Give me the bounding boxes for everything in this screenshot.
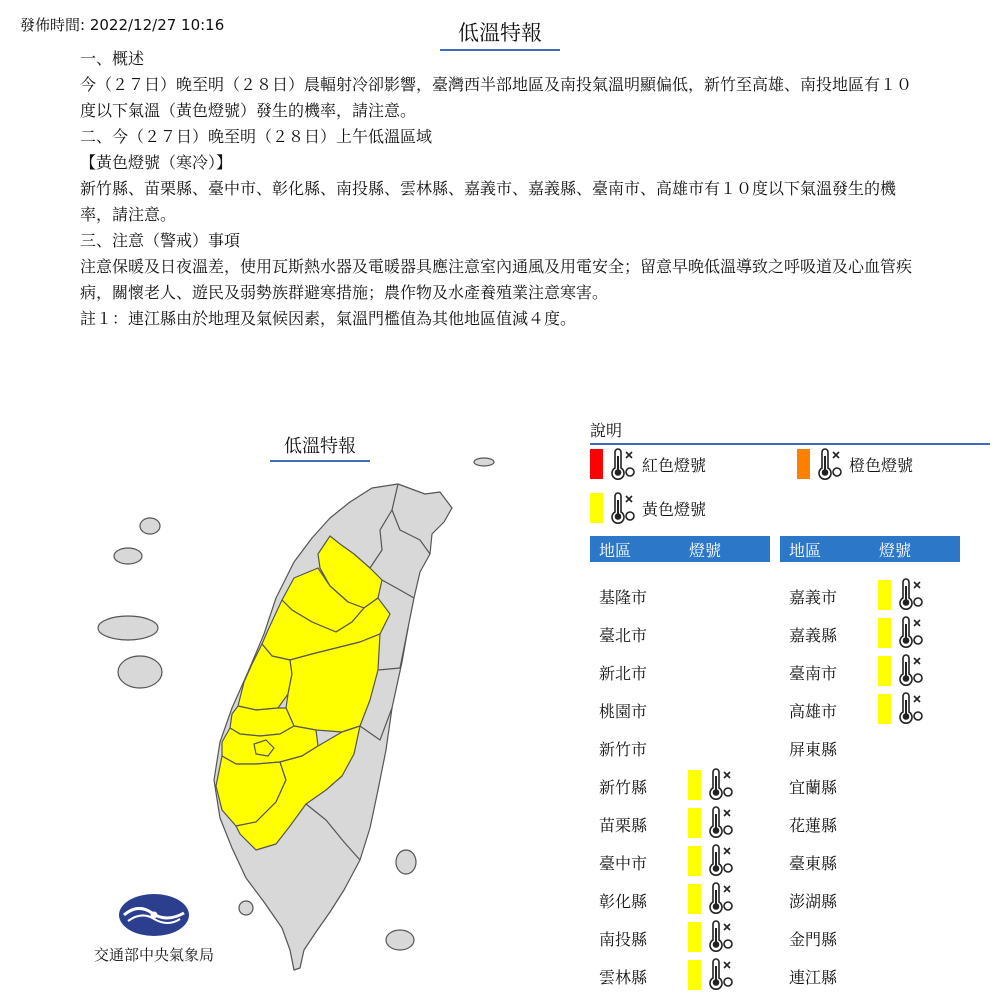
signal-yellow-bar <box>878 656 891 686</box>
thermometer-snow-icon <box>706 920 734 952</box>
thermometer-snow-icon <box>896 616 924 648</box>
legend-label-yellow: 黃色燈號 <box>642 499 707 519</box>
signal-yellow-bar <box>878 618 891 648</box>
map-title: 低溫特報 <box>270 432 370 462</box>
thermometer-snow-icon <box>815 448 843 480</box>
thermometer-snow-icon <box>896 654 924 686</box>
col-region-header: 地區 <box>789 540 822 560</box>
agency-name: 交通部中央氣象局 <box>93 946 214 964</box>
map-island-matsu <box>98 616 158 640</box>
thermometer-snow-icon <box>608 492 636 524</box>
region-name: 苗栗縣 <box>599 816 648 835</box>
col-region-header: 地區 <box>599 540 632 560</box>
signal-yellow-bar <box>878 694 891 724</box>
table-row <box>780 918 960 956</box>
table-header-right <box>780 536 960 562</box>
thermometer-snow-icon <box>706 882 734 914</box>
thermometer-snow-icon <box>896 578 924 610</box>
table-row <box>590 766 770 804</box>
affected-areas-text: 新竹縣、苗栗縣、臺中市、彰化縣、南投縣、雲林縣、嘉義市、嘉義縣、臺南市、高雄市有１０度以下氣溫發生的機率，請注意。 <box>80 179 897 224</box>
map-island-turtle <box>474 458 494 466</box>
region-list-left <box>590 576 770 994</box>
signal-yellow-bar <box>688 808 701 838</box>
region-name: 基隆市 <box>599 588 648 607</box>
region-name: 臺南市 <box>789 664 838 683</box>
notice-text: 注意保暖及日夜溫差，使用瓦斯熱水器及電暖器具應注意室內通風及用電安全；留意早晚低溫導致之呼吸道及心血管疾病，關懷老人、遊民及弱勢族群避寒措施；農作物及水產養殖業注意寒害。 <box>80 257 913 302</box>
thermometer-snow-icon <box>896 692 924 724</box>
region-name: 新竹縣 <box>599 778 648 797</box>
table-row <box>590 918 770 956</box>
table-row <box>780 690 960 728</box>
table-row <box>590 690 770 728</box>
region-name: 嘉義縣 <box>789 626 838 645</box>
legend-title: 說明 <box>590 418 990 445</box>
cwb-logo-icon <box>118 893 190 937</box>
region-name: 新北市 <box>599 664 648 683</box>
level-heading: 【黃色燈號（寒冷）】 <box>80 153 233 172</box>
region-name: 金門縣 <box>789 930 838 949</box>
region-name: 雲林縣 <box>599 968 648 987</box>
table-row <box>590 614 770 652</box>
table-row <box>590 576 770 614</box>
table-row <box>780 766 960 804</box>
signal-yellow-bar <box>688 846 701 876</box>
table-row <box>780 728 960 766</box>
region-name: 嘉義市 <box>789 588 838 607</box>
thermometer-snow-icon <box>706 844 734 876</box>
table-row <box>780 842 960 880</box>
region-name: 澎湖縣 <box>789 892 838 911</box>
map-island-kinmen-small <box>140 518 160 534</box>
region-name: 南投縣 <box>599 930 648 949</box>
col-signal-header: 燈號 <box>879 540 912 560</box>
page-title: 低溫特報 <box>440 17 560 51</box>
thermometer-snow-icon <box>706 806 734 838</box>
table-row <box>780 576 960 614</box>
legend-label-red: 紅色燈號 <box>642 455 707 475</box>
legend-item-red <box>590 448 706 480</box>
region-name: 彰化縣 <box>599 892 648 911</box>
table-row <box>590 728 770 766</box>
summary-text: 今（２７日）晚至明（２８日）晨輻射冷卻影響，臺灣西半部地區及南投氣溫明顯偏低，新竹至高雄、南投地區有１０度以下氣溫（黃色燈號）發生的機率，請注意。 <box>80 75 913 120</box>
table-row <box>780 956 960 994</box>
region-list-right <box>780 576 960 994</box>
section2-heading: 二、今（２７日）晚至明（２８日）上午低溫區域 <box>80 127 433 146</box>
region-name: 宜蘭縣 <box>789 778 838 797</box>
region-name: 臺東縣 <box>789 854 838 873</box>
map-island-orchid <box>386 930 414 950</box>
signal-yellow-bar <box>688 922 701 952</box>
legend-swatch-orange <box>797 449 810 479</box>
table-row <box>590 804 770 842</box>
publish-time: 發佈時間: 2022/12/27 10:16 <box>20 16 225 34</box>
legend-label-orange: 橙色燈號 <box>849 455 914 475</box>
region-name: 花蓮縣 <box>789 816 838 835</box>
region-name: 臺中市 <box>599 854 648 873</box>
region-name: 高雄市 <box>789 702 838 721</box>
section1-heading: 一、概述 <box>80 49 145 68</box>
map-island-penghu <box>118 656 162 688</box>
region-name: 屏東縣 <box>789 740 838 759</box>
table-row <box>590 842 770 880</box>
thermometer-snow-icon <box>706 768 734 800</box>
region-name: 桃園市 <box>599 702 648 721</box>
signal-yellow-bar <box>688 770 701 800</box>
table-row <box>780 880 960 918</box>
table-row <box>780 804 960 842</box>
region-name: 新竹市 <box>599 740 648 759</box>
table-row <box>590 880 770 918</box>
legend-swatch-red <box>590 449 603 479</box>
footnote-text: 註１：連江縣由於地理及氣候因素，氣溫門檻值為其他地區值減４度。 <box>80 309 577 328</box>
signal-yellow-bar <box>878 580 891 610</box>
region-name: 臺北市 <box>599 626 648 645</box>
map-island-green <box>396 850 416 874</box>
table-row <box>780 652 960 690</box>
thermometer-snow-icon <box>706 958 734 990</box>
table-row <box>590 956 770 994</box>
table-row <box>590 652 770 690</box>
map-island-kinmen <box>114 548 142 564</box>
legend-swatch-yellow <box>590 493 603 523</box>
col-signal-header: 燈號 <box>689 540 722 560</box>
legend-item-orange <box>797 448 913 480</box>
table-header-left <box>590 536 770 562</box>
signal-yellow-bar <box>688 884 701 914</box>
legend-item-yellow <box>590 492 706 524</box>
thermometer-snow-icon <box>608 448 636 480</box>
section3-heading: 三、注意（警戒）事項 <box>80 231 241 250</box>
map-island-liuqiu <box>239 901 253 915</box>
table-row <box>780 614 960 652</box>
region-name: 連江縣 <box>789 968 838 987</box>
signal-yellow-bar <box>688 960 701 990</box>
